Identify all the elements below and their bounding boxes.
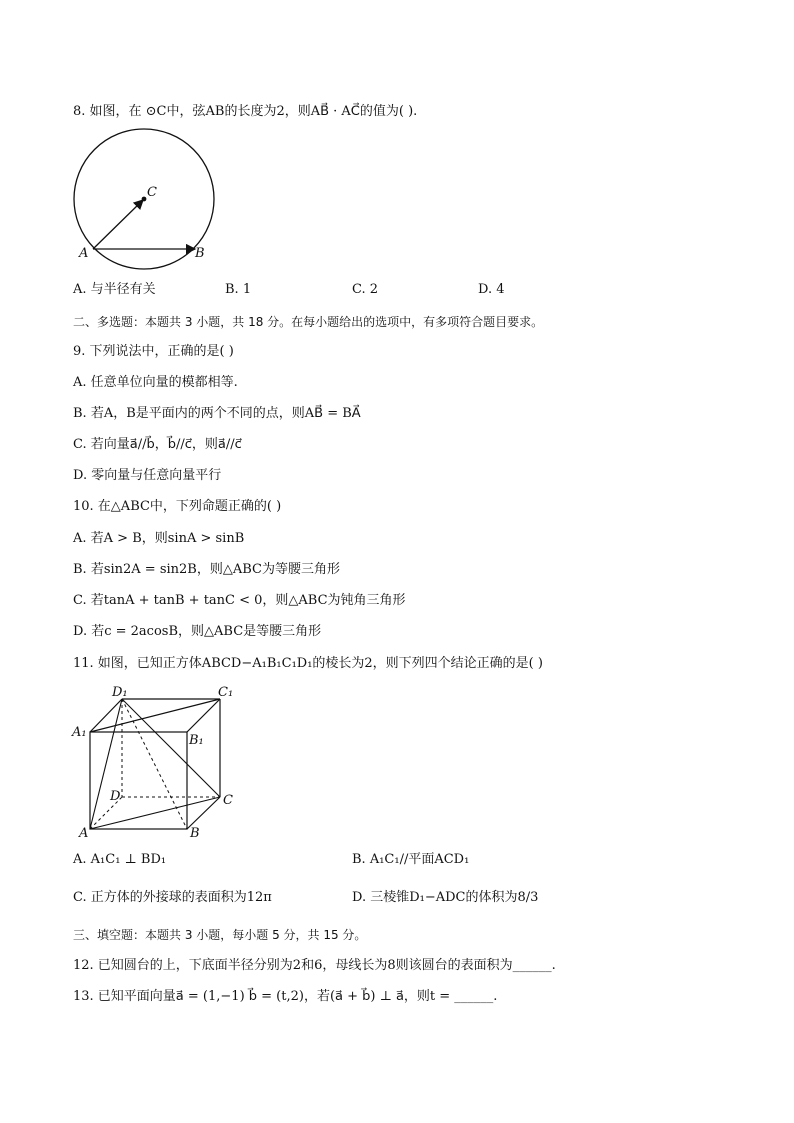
cube-label-a1: A₁ xyxy=(72,725,87,740)
edge-a1-d1 xyxy=(90,699,122,732)
q10-option-c: C. 若tanA + tanB + tanC < 0，则△ABC为钝角三角形 xyxy=(73,593,406,608)
q11-cube-figure xyxy=(70,682,250,842)
diag-a1-c1 xyxy=(90,699,220,732)
q8-option-b: B. 1 xyxy=(225,282,252,297)
q11-option-d: D. 三棱锥D₁−ADC的体积为8/3 xyxy=(352,890,539,905)
line-d1-b xyxy=(122,699,187,829)
edge-b1-c1 xyxy=(187,699,220,732)
q8-label-c: C xyxy=(147,185,157,200)
q8-option-a: A. 与半径有关 xyxy=(73,282,156,297)
q10-option-a: A. 若A > B，则sinA > sinB xyxy=(73,531,245,546)
section2-title: 二、多选题：本题共 3 小题，共 18 分。在每小题给出的选项中，有多项符合题目要求。 xyxy=(73,315,544,329)
q13-stem: 13. 已知平面向量a⃗ = (1,−1) b⃗ = (t,2)，若(a⃗ + b⃗) ⊥ a⃗，则t = ______. xyxy=(73,989,498,1004)
q9-option-b: B. 若A，B是平面内的两个不同的点，则AB⃗ = BA⃗ xyxy=(73,406,361,421)
cube-label-d1: D₁ xyxy=(112,685,128,700)
q8-option-c: C. 2 xyxy=(352,282,379,297)
q9-option-d: D. 零向量与任意向量平行 xyxy=(73,468,222,483)
q10-option-d: D. 若c = 2acosB，则△ABC是等腰三角形 xyxy=(73,624,322,639)
q8-circle-figure xyxy=(70,126,220,276)
q8-center-point xyxy=(142,197,147,202)
q10-stem: 10. 在△ABC中，下列命题正确的( ) xyxy=(73,499,282,514)
q12-stem: 12. 已知圆台的上，下底面半径分别为2和6，母线长为8则该圆台的表面积为______. xyxy=(73,958,556,973)
cube-label-a: A xyxy=(79,826,89,841)
q11-option-a: A. A₁C₁ ⊥ BD₁ xyxy=(73,852,167,867)
q8-option-d: D. 4 xyxy=(478,282,505,297)
q9-option-a: A. 任意单位向量的模都相等. xyxy=(73,375,238,390)
cube-label-c: C xyxy=(223,793,233,808)
section3-title: 三、填空题：本题共 3 小题，每小题 5 分，共 15 分。 xyxy=(73,928,367,942)
q8-label-b: B xyxy=(195,246,205,261)
q9-option-c: C. 若向量a⃗//b⃗，b⃗//c⃗，则a⃗//c⃗ xyxy=(73,437,242,452)
line-d1-a xyxy=(90,699,122,829)
cube-label-b1: B₁ xyxy=(189,733,204,748)
q11-option-c: C. 正方体的外接球的表面积为12π xyxy=(73,890,272,905)
edge-b-c xyxy=(187,797,220,829)
q8-stem: 8. 如图，在 ⊙C中，弦AB的长度为2，则AB⃗ · AC⃗的值为( ). xyxy=(73,104,418,119)
q8-label-a: A xyxy=(79,246,89,261)
q11-option-b: B. A₁C₁//平面ACD₁ xyxy=(352,852,470,867)
q9-stem: 9. 下列说法中，正确的是( ) xyxy=(73,344,234,359)
cube-label-b: B xyxy=(190,826,200,841)
cube-label-c1: C₁ xyxy=(218,685,234,700)
q10-option-b: B. 若sin2A = sin2B，则△ABC为等腰三角形 xyxy=(73,562,340,577)
cube-label-d: D xyxy=(110,789,121,804)
q8-vector-ac xyxy=(93,200,143,249)
q11-stem: 11. 如图，已知正方体ABCD−A₁B₁C₁D₁的棱长为2，则下列四个结论正确的是( ) xyxy=(73,656,543,671)
